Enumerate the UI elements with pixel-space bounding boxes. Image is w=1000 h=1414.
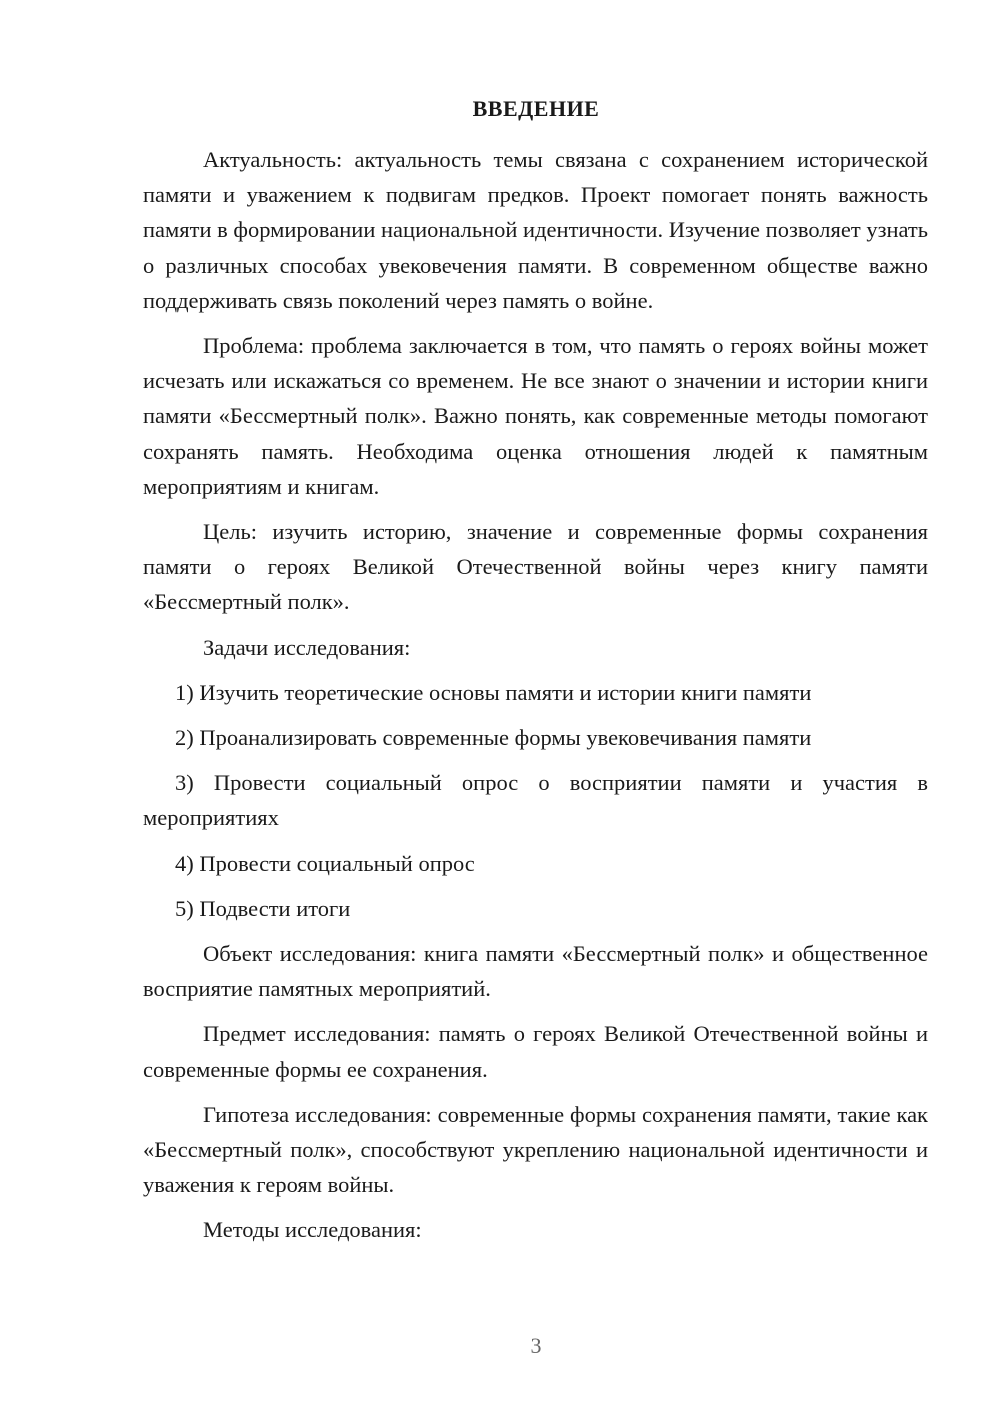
- paragraph-object: Объект исследования: книга памяти «Бессмертный полк» и общественное восприятие памятных мероприятий.: [143, 941, 928, 1002]
- paragraph-problem: Проблема: проблема заключается в том, что память о героях войны может исчезать или искажаться со временем. Не все знают о значении и истории книги памяти «Бессмертный полк». Важно понять, как современные методы помогают сохранять память. Необходима оценка отношения людей к памятным мероприятиям и книгам.: [143, 333, 928, 499]
- section-heading: ВВЕДЕНИЕ: [472, 96, 600, 121]
- page-number: 3: [530, 1333, 542, 1358]
- task-item-2: 2) Проанализировать современные формы увековечивания памяти: [175, 725, 812, 751]
- paragraph-hypothesis: Гипотеза исследования: современные формы сохранения памяти, такие как «Бессмертный полк», способствуют укреплению национальной идентичности и уважения к героям войны.: [143, 1101, 928, 1198]
- paragraph-methods: Методы исследования:: [203, 1217, 422, 1243]
- paragraph-relevance: Актуальность: актуальность темы связана с сохранением исторической памяти и уважением к подвигам предков. Проект помогает понять важность памяти в формировании национальной идентичности. Изучение позволяет узнать о различных способах увековечения памяти. В современном обществе важно поддерживать связь поколений через память о войне.: [143, 147, 928, 313]
- paragraph-tasks-heading: Задачи исследования:: [203, 634, 411, 660]
- paragraph-subject: Предмет исследования: память о героях Великой Отечественной войны и современные формы ее сохранения.: [143, 1021, 928, 1082]
- task-item-1: 1) Изучить теоретические основы памяти и истории книги памяти: [175, 679, 812, 705]
- task-item-4: 4) Провести социальный опрос: [175, 850, 475, 876]
- paragraph-goal: Цель: изучить историю, значение и современные формы сохранения памяти о героях Великой Отечественной войны через книгу памяти «Бессмертный полк».: [143, 519, 928, 615]
- task-item-5: 5) Подвести итоги: [175, 895, 351, 921]
- task-item-3: 3) Провести социальный опрос о восприятии памяти и участия в мероприятиях: [143, 770, 928, 831]
- document-body: [143, 142, 928, 1248]
